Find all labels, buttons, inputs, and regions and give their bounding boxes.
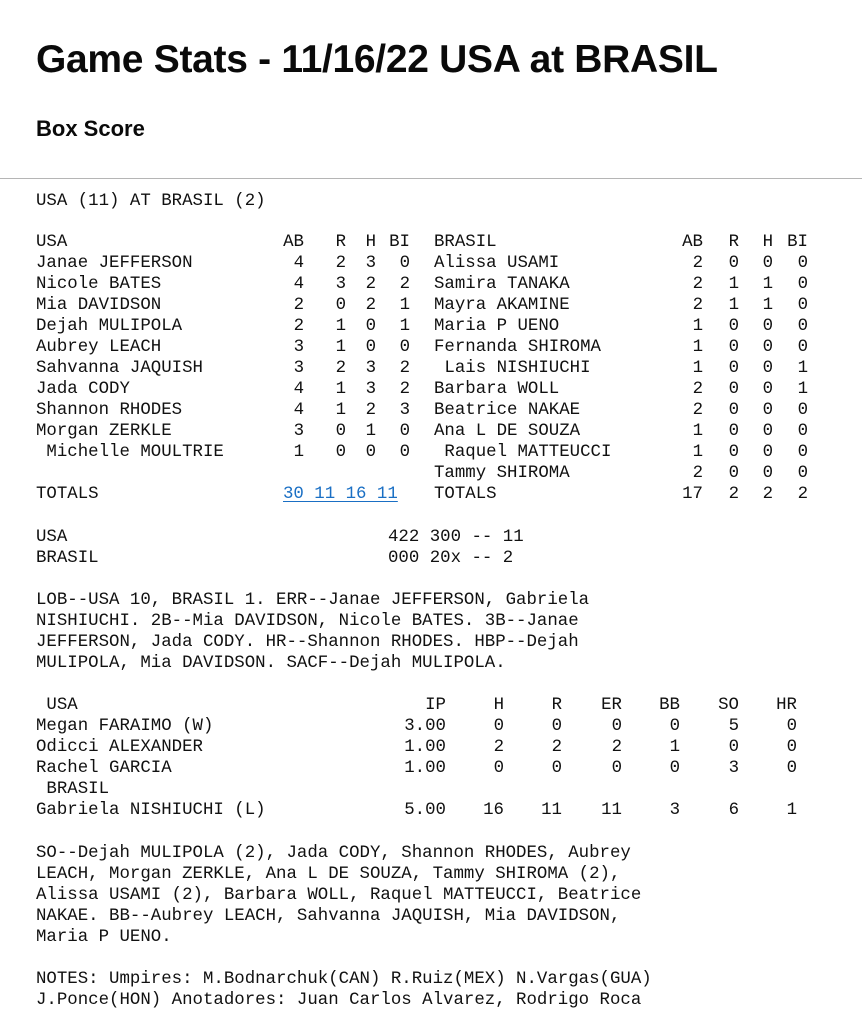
brasil-batter-ab: 1 xyxy=(692,443,703,462)
usa-batter-bi: 0 xyxy=(399,254,410,273)
usa-batter-ab: 2 xyxy=(293,296,304,315)
batting-col-header-bi: BI xyxy=(389,233,410,252)
brasil-batter-r: 1 xyxy=(728,275,739,294)
usa-pitcher-bb: 1 xyxy=(669,738,680,757)
usa-batter-ab: 4 xyxy=(293,254,304,273)
brasil-batter-bi: 0 xyxy=(797,317,808,336)
pitching-col-header-h: H xyxy=(493,696,504,715)
brasil-batter-ab: 1 xyxy=(692,338,703,357)
usa-pitcher-so: 0 xyxy=(728,738,739,757)
usa-batter-name: Janae JEFFERSON xyxy=(36,254,193,273)
usa-pitcher-er: 0 xyxy=(611,759,622,778)
brasil-batter-name: Samira TANAKA xyxy=(434,275,570,294)
brasil-batter-name: Mayra AKAMINE xyxy=(434,296,570,315)
brasil-batter-ab: 2 xyxy=(692,401,703,420)
pitching-col-header-er: ER xyxy=(601,696,622,715)
usa-pitcher-r: 0 xyxy=(551,717,562,736)
usa-batter-bi: 0 xyxy=(399,443,410,462)
brasil-batter-h: 0 xyxy=(762,317,773,336)
usa-batter-h: 3 xyxy=(365,380,376,399)
usa-batter-name: Mia DAVIDSON xyxy=(36,296,162,315)
brasil-batter-r: 0 xyxy=(728,254,739,273)
brasil-batter-bi: 0 xyxy=(797,464,808,483)
brasil-batter-name: Ana L DE SOUZA xyxy=(434,422,581,441)
usa-batter-name: Nicole BATES xyxy=(36,275,162,294)
linescore-innings: 000 20x -- 2 xyxy=(388,549,514,568)
pitching-col-header-so: SO xyxy=(718,696,739,715)
brasil-batter-bi: 1 xyxy=(797,359,808,378)
brasil-pitcher-ip: 5.00 xyxy=(404,801,446,820)
brasil-batter-ab: 1 xyxy=(692,317,703,336)
pitching-notes-line: NAKAE. BB--Aubrey LEACH, Sahvanna JAQUISH, Mia DAVIDSON, xyxy=(36,907,621,926)
usa-pitcher-h: 0 xyxy=(493,759,504,778)
batting-notes-line: JEFFERSON, Jada CODY. HR--Shannon RHODES. HBP--Dejah xyxy=(36,633,579,652)
brasil-batter-bi: 0 xyxy=(797,422,808,441)
brasil-totals-ab: 17 xyxy=(682,485,703,504)
usa-batter-r: 1 xyxy=(335,317,346,336)
brasil-batter-h: 0 xyxy=(762,401,773,420)
pitching-col-header-hr: HR xyxy=(776,696,797,715)
usa-batter-name: Jada CODY xyxy=(36,380,130,399)
usa-pitcher-name: Odicci ALEXANDER xyxy=(36,738,203,757)
usa-batter-name: Dejah MULIPOLA xyxy=(36,317,183,336)
brasil-batter-h: 0 xyxy=(762,380,773,399)
brasil-pitcher-hr: 1 xyxy=(786,801,797,820)
usa-batter-ab: 4 xyxy=(293,380,304,399)
page-title: Game Stats - 11/16/22 USA at BRASIL xyxy=(36,38,718,81)
batting-header-usa: USA xyxy=(36,233,68,252)
batting-col-header-h: H xyxy=(365,233,376,252)
brasil-batter-r: 0 xyxy=(728,338,739,357)
usa-batter-h: 0 xyxy=(365,317,376,336)
usa-pitcher-h: 2 xyxy=(493,738,504,757)
brasil-batter-r: 0 xyxy=(728,464,739,483)
brasil-batter-h: 0 xyxy=(762,359,773,378)
usa-batter-h: 0 xyxy=(365,443,376,462)
batting-notes-line: LOB--USA 10, BRASIL 1. ERR--Janae JEFFERSON, Gabriela xyxy=(36,591,590,610)
brasil-batter-h: 0 xyxy=(762,443,773,462)
batting-col-header-h: H xyxy=(762,233,773,252)
usa-batter-r: 0 xyxy=(335,296,346,315)
usa-pitcher-bb: 0 xyxy=(669,717,680,736)
brasil-batter-name: Barbara WOLL xyxy=(434,380,560,399)
usa-batter-bi: 2 xyxy=(399,359,410,378)
usa-batter-r: 2 xyxy=(335,359,346,378)
brasil-batter-name: Raquel MATTEUCCI xyxy=(434,443,612,462)
usa-batter-r: 1 xyxy=(335,338,346,357)
brasil-batter-r: 0 xyxy=(728,380,739,399)
usa-pitcher-er: 0 xyxy=(611,717,622,736)
usa-batter-ab: 3 xyxy=(293,422,304,441)
brasil-batter-r: 0 xyxy=(728,401,739,420)
linescore-team: USA xyxy=(36,528,68,547)
brasil-batter-name: Tammy SHIROMA xyxy=(434,464,570,483)
usa-batter-r: 0 xyxy=(335,443,346,462)
brasil-totals-label: TOTALS xyxy=(434,485,497,504)
usa-pitcher-h: 0 xyxy=(493,717,504,736)
usa-pitcher-name: Megan FARAIMO (W) xyxy=(36,717,214,736)
brasil-batter-h: 0 xyxy=(762,464,773,483)
header-divider xyxy=(0,178,862,179)
usa-batter-bi: 1 xyxy=(399,296,410,315)
usa-batter-r: 1 xyxy=(335,380,346,399)
pitching-col-header-ip: IP xyxy=(425,696,446,715)
brasil-batter-ab: 1 xyxy=(692,359,703,378)
brasil-batter-ab: 1 xyxy=(692,422,703,441)
usa-totals-label: TOTALS xyxy=(36,485,99,504)
linescore-team: BRASIL xyxy=(36,549,99,568)
usa-batter-ab: 3 xyxy=(293,359,304,378)
brasil-batter-bi: 0 xyxy=(797,338,808,357)
brasil-batter-name: Beatrice NAKAE xyxy=(434,401,581,420)
usa-batter-ab: 4 xyxy=(293,401,304,420)
usa-batter-ab: 4 xyxy=(293,275,304,294)
usa-batter-h: 2 xyxy=(365,275,376,294)
batting-col-header-r: R xyxy=(728,233,739,252)
usa-batter-name: Morgan ZERKLE xyxy=(36,422,172,441)
usa-batter-name: Aubrey LEACH xyxy=(36,338,162,357)
usa-batter-bi: 3 xyxy=(399,401,410,420)
brasil-batter-h: 0 xyxy=(762,254,773,273)
usa-batter-r: 0 xyxy=(335,422,346,441)
matchup-line: USA (11) AT BRASIL (2) xyxy=(36,192,266,211)
pitching-notes-line: Maria P UENO. xyxy=(36,928,172,947)
usa-batter-ab: 1 xyxy=(293,443,304,462)
brasil-batter-bi: 0 xyxy=(797,296,808,315)
brasil-batter-h: 1 xyxy=(762,275,773,294)
usa-batter-h: 2 xyxy=(365,296,376,315)
brasil-batter-ab: 2 xyxy=(692,464,703,483)
brasil-pitcher-bb: 3 xyxy=(669,801,680,820)
brasil-batter-bi: 0 xyxy=(797,443,808,462)
batting-notes-line: MULIPOLA, Mia DAVIDSON. SACF--Dejah MULIPOLA. xyxy=(36,654,506,673)
brasil-batter-ab: 2 xyxy=(692,275,703,294)
usa-batter-name: Sahvanna JAQUISH xyxy=(36,359,203,378)
brasil-batter-name: Lais NISHIUCHI xyxy=(434,359,591,378)
brasil-pitcher-so: 6 xyxy=(728,801,739,820)
pitching-notes-line: Alissa USAMI (2), Barbara WOLL, Raquel MATTEUCCI, Beatrice xyxy=(36,886,642,905)
brasil-batter-r: 0 xyxy=(728,317,739,336)
usa-pitcher-ip: 3.00 xyxy=(404,717,446,736)
batting-header-brasil: BRASIL xyxy=(434,233,497,252)
pitching-header-usa: USA xyxy=(36,696,78,715)
usa-batter-ab: 3 xyxy=(293,338,304,357)
batting-col-header-ab: AB xyxy=(682,233,703,252)
usa-pitcher-r: 0 xyxy=(551,759,562,778)
pitching-header-brasil: BRASIL xyxy=(36,780,110,799)
usa-pitcher-bb: 0 xyxy=(669,759,680,778)
brasil-batter-bi: 0 xyxy=(797,254,808,273)
brasil-pitcher-r: 11 xyxy=(541,801,562,820)
brasil-batter-name: Alissa USAMI xyxy=(434,254,560,273)
usa-batter-h: 3 xyxy=(365,254,376,273)
batting-notes-line: NISHIUCHI. 2B--Mia DAVIDSON, Nicole BATES. 3B--Janae xyxy=(36,612,579,631)
usa-batter-ab: 2 xyxy=(293,317,304,336)
usa-batter-r: 1 xyxy=(335,401,346,420)
brasil-pitcher-er: 11 xyxy=(601,801,622,820)
brasil-batter-r: 0 xyxy=(728,443,739,462)
brasil-batter-r: 0 xyxy=(728,359,739,378)
brasil-totals-h: 2 xyxy=(762,485,773,504)
batting-col-header-ab: AB xyxy=(283,233,304,252)
usa-batter-h: 1 xyxy=(365,422,376,441)
brasil-totals-r: 2 xyxy=(728,485,739,504)
pitching-col-header-bb: BB xyxy=(659,696,680,715)
batting-col-header-bi: BI xyxy=(787,233,808,252)
usa-batter-h: 2 xyxy=(365,401,376,420)
pitching-notes-line: LEACH, Morgan ZERKLE, Ana L DE SOUZA, Tammy SHIROMA (2), xyxy=(36,865,621,884)
usa-batter-h: 0 xyxy=(365,338,376,357)
usa-pitcher-so: 3 xyxy=(728,759,739,778)
brasil-batter-ab: 2 xyxy=(692,380,703,399)
usa-pitcher-er: 2 xyxy=(611,738,622,757)
brasil-batter-bi: 0 xyxy=(797,401,808,420)
usa-batter-r: 2 xyxy=(335,254,346,273)
brasil-batter-name: Maria P UENO xyxy=(434,317,560,336)
usa-batter-bi: 0 xyxy=(399,338,410,357)
usa-batter-bi: 2 xyxy=(399,380,410,399)
usa-batter-r: 3 xyxy=(335,275,346,294)
brasil-batter-h: 0 xyxy=(762,338,773,357)
brasil-totals-bi: 2 xyxy=(797,485,808,504)
usa-batter-bi: 1 xyxy=(399,317,410,336)
usa-pitcher-so: 5 xyxy=(728,717,739,736)
brasil-batter-bi: 0 xyxy=(797,275,808,294)
brasil-batter-bi: 1 xyxy=(797,380,808,399)
usa-batter-bi: 2 xyxy=(399,275,410,294)
brasil-batter-h: 1 xyxy=(762,296,773,315)
usa-batter-h: 3 xyxy=(365,359,376,378)
usa-pitcher-r: 2 xyxy=(551,738,562,757)
brasil-pitcher-name: Gabriela NISHIUCHI (L) xyxy=(36,801,266,820)
usa-pitcher-ip: 1.00 xyxy=(404,738,446,757)
usa-pitcher-ip: 1.00 xyxy=(404,759,446,778)
usa-pitcher-hr: 0 xyxy=(786,738,797,757)
usa-batter-bi: 0 xyxy=(399,422,410,441)
brasil-batter-ab: 2 xyxy=(692,296,703,315)
brasil-pitcher-h: 16 xyxy=(483,801,504,820)
brasil-batter-r: 0 xyxy=(728,422,739,441)
usa-pitcher-name: Rachel GARCIA xyxy=(36,759,172,778)
brasil-batter-ab: 2 xyxy=(692,254,703,273)
brasil-batter-h: 0 xyxy=(762,422,773,441)
brasil-batter-name: Fernanda SHIROMA xyxy=(434,338,601,357)
officials-notes-line: NOTES: Umpires: M.Bodnarchuk(CAN) R.Ruiz(MEX) N.Vargas(GUA) xyxy=(36,970,652,989)
brasil-batter-r: 1 xyxy=(728,296,739,315)
batting-col-header-r: R xyxy=(335,233,346,252)
section-title-box-score: Box Score xyxy=(36,116,145,141)
officials-notes-line: J.Ponce(HON) Anotadores: Juan Carlos Alvarez, Rodrigo Roca xyxy=(36,991,642,1010)
usa-pitcher-hr: 0 xyxy=(786,717,797,736)
usa-batter-name: Michelle MOULTRIE xyxy=(36,443,224,462)
linescore-innings: 422 300 -- 11 xyxy=(388,528,524,547)
usa-totals-link[interactable]: 30 11 16 11 xyxy=(283,485,398,504)
usa-pitcher-hr: 0 xyxy=(786,759,797,778)
pitching-notes-line: SO--Dejah MULIPOLA (2), Jada CODY, Shannon RHODES, Aubrey xyxy=(36,844,631,863)
pitching-col-header-r: R xyxy=(551,696,562,715)
usa-batter-name: Shannon RHODES xyxy=(36,401,183,420)
